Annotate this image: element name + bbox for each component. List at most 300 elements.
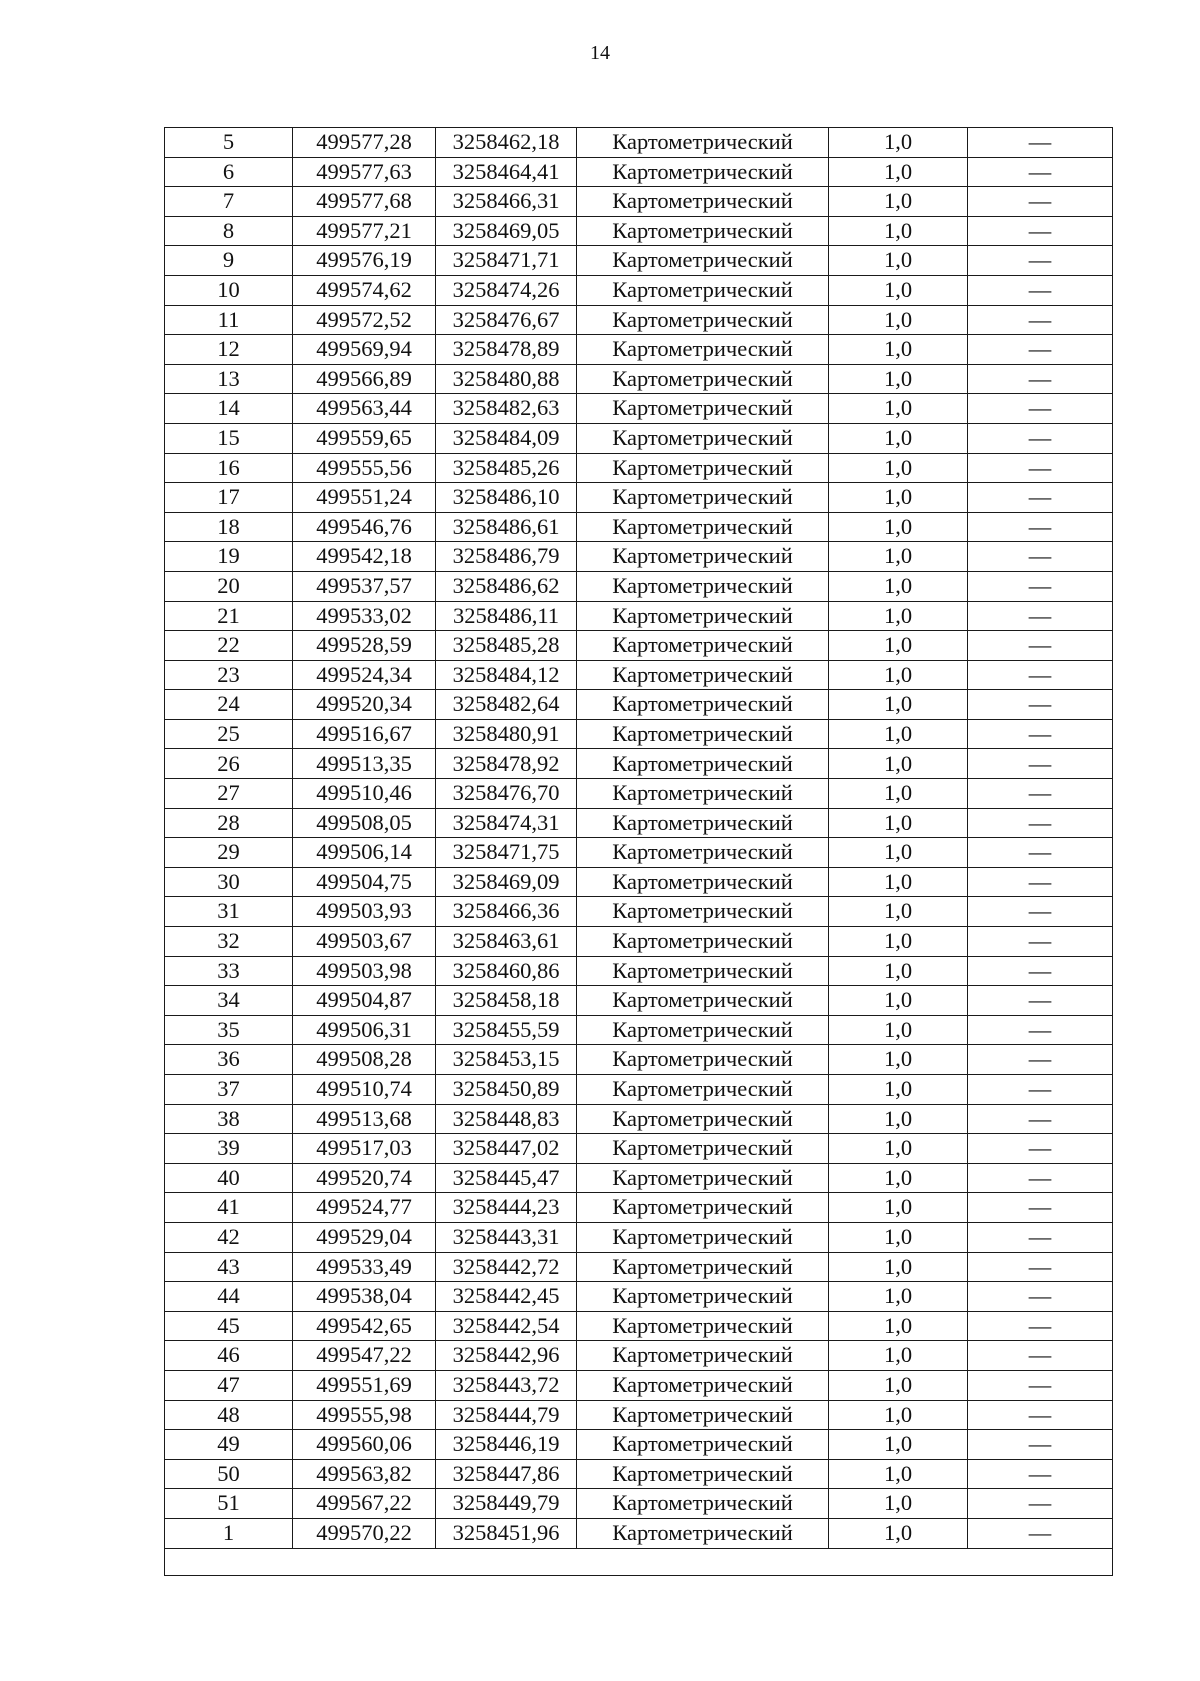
description-cell: — <box>968 1075 1113 1105</box>
table-row <box>165 690 1113 720</box>
description-cell: — <box>968 1134 1113 1164</box>
x-coordinate-cell: 499508,28 <box>293 1045 436 1075</box>
y-coordinate-cell: 3258480,88 <box>436 364 577 394</box>
accuracy-cell: 1,0 <box>829 631 968 661</box>
point-number-cell: 18 <box>165 512 293 542</box>
x-coordinate-cell: 499503,93 <box>293 897 436 927</box>
point-number-cell: 40 <box>165 1163 293 1193</box>
table-row <box>165 631 1113 661</box>
method-cell: Картометрический <box>577 1163 829 1193</box>
point-number-cell: 47 <box>165 1370 293 1400</box>
point-number-cell: 39 <box>165 1134 293 1164</box>
table-row <box>165 956 1113 986</box>
x-coordinate-cell: 499504,87 <box>293 986 436 1016</box>
point-number-cell: 46 <box>165 1341 293 1371</box>
y-coordinate-cell: 3258460,86 <box>436 956 577 986</box>
y-coordinate-cell: 3258450,89 <box>436 1075 577 1105</box>
method-cell: Картометрический <box>577 1193 829 1223</box>
accuracy-cell: 1,0 <box>829 483 968 513</box>
x-coordinate-cell: 499516,67 <box>293 719 436 749</box>
method-cell: Картометрический <box>577 986 829 1016</box>
method-cell: Картометрический <box>577 1222 829 1252</box>
method-cell: Картометрический <box>577 216 829 246</box>
description-cell: — <box>968 187 1113 217</box>
method-cell: Картометрический <box>577 1015 829 1045</box>
table-row <box>165 364 1113 394</box>
accuracy-cell: 1,0 <box>829 364 968 394</box>
y-coordinate-cell: 3258449,79 <box>436 1489 577 1519</box>
point-number-cell: 16 <box>165 453 293 483</box>
point-number-cell: 6 <box>165 157 293 187</box>
accuracy-cell: 1,0 <box>829 1015 968 1045</box>
y-coordinate-cell: 3258464,41 <box>436 157 577 187</box>
point-number-cell: 12 <box>165 335 293 365</box>
table-row <box>165 1400 1113 1430</box>
description-cell: — <box>968 1400 1113 1430</box>
description-cell: — <box>968 779 1113 809</box>
x-coordinate-cell: 499517,03 <box>293 1134 436 1164</box>
accuracy-cell: 1,0 <box>829 571 968 601</box>
accuracy-cell: 1,0 <box>829 1341 968 1371</box>
method-cell: Картометрический <box>577 1370 829 1400</box>
table-row <box>165 897 1113 927</box>
table-row <box>165 1163 1113 1193</box>
table-row <box>165 1193 1113 1223</box>
description-cell: — <box>968 1252 1113 1282</box>
description-cell: — <box>968 275 1113 305</box>
method-cell: Картометрический <box>577 1075 829 1105</box>
point-number-cell: 37 <box>165 1075 293 1105</box>
x-coordinate-cell: 499572,52 <box>293 305 436 335</box>
table-row <box>165 1430 1113 1460</box>
accuracy-cell: 1,0 <box>829 1193 968 1223</box>
description-cell: — <box>968 601 1113 631</box>
accuracy-cell: 1,0 <box>829 1045 968 1075</box>
accuracy-cell: 1,0 <box>829 838 968 868</box>
x-coordinate-cell: 499529,04 <box>293 1222 436 1252</box>
table-row <box>165 128 1113 158</box>
y-coordinate-cell: 3258444,79 <box>436 1400 577 1430</box>
accuracy-cell: 1,0 <box>829 1282 968 1312</box>
table-row <box>165 246 1113 276</box>
description-cell: — <box>968 394 1113 424</box>
point-number-cell: 14 <box>165 394 293 424</box>
y-coordinate-cell: 3258446,19 <box>436 1430 577 1460</box>
x-coordinate-cell: 499560,06 <box>293 1430 436 1460</box>
method-cell: Картометрический <box>577 631 829 661</box>
point-number-cell: 32 <box>165 927 293 957</box>
accuracy-cell: 1,0 <box>829 808 968 838</box>
method-cell: Картометрический <box>577 483 829 513</box>
table-row <box>165 1104 1113 1134</box>
table-row <box>165 867 1113 897</box>
description-cell: — <box>968 246 1113 276</box>
x-coordinate-cell: 499563,82 <box>293 1459 436 1489</box>
accuracy-cell: 1,0 <box>829 1134 968 1164</box>
accuracy-cell: 1,0 <box>829 128 968 158</box>
y-coordinate-cell: 3258486,61 <box>436 512 577 542</box>
y-coordinate-cell: 3258478,89 <box>436 335 577 365</box>
x-coordinate-cell: 499506,31 <box>293 1015 436 1045</box>
table-row <box>165 453 1113 483</box>
method-cell: Картометрический <box>577 719 829 749</box>
y-coordinate-cell: 3258474,31 <box>436 808 577 838</box>
point-number-cell: 13 <box>165 364 293 394</box>
table-row <box>165 187 1113 217</box>
method-cell: Картометрический <box>577 1341 829 1371</box>
table-row <box>165 483 1113 513</box>
x-coordinate-cell: 499566,89 <box>293 364 436 394</box>
y-coordinate-cell: 3258447,86 <box>436 1459 577 1489</box>
method-cell: Картометрический <box>577 927 829 957</box>
y-coordinate-cell: 3258482,63 <box>436 394 577 424</box>
y-coordinate-cell: 3258443,72 <box>436 1370 577 1400</box>
accuracy-cell: 1,0 <box>829 986 968 1016</box>
method-cell: Картометрический <box>577 867 829 897</box>
x-coordinate-cell: 499569,94 <box>293 335 436 365</box>
description-cell: — <box>968 1311 1113 1341</box>
y-coordinate-cell: 3258466,36 <box>436 897 577 927</box>
accuracy-cell: 1,0 <box>829 1311 968 1341</box>
y-coordinate-cell: 3258486,11 <box>436 601 577 631</box>
description-cell: — <box>968 1518 1113 1548</box>
point-number-cell: 7 <box>165 187 293 217</box>
y-coordinate-cell: 3258471,75 <box>436 838 577 868</box>
accuracy-cell: 1,0 <box>829 1518 968 1548</box>
y-coordinate-cell: 3258476,67 <box>436 305 577 335</box>
accuracy-cell: 1,0 <box>829 1163 968 1193</box>
table-row <box>165 335 1113 365</box>
method-cell: Картометрический <box>577 512 829 542</box>
table-row <box>165 157 1113 187</box>
method-cell: Картометрический <box>577 423 829 453</box>
table-row <box>165 1134 1113 1164</box>
method-cell: Картометрический <box>577 335 829 365</box>
x-coordinate-cell: 499576,19 <box>293 246 436 276</box>
point-number-cell: 15 <box>165 423 293 453</box>
description-cell: — <box>968 986 1113 1016</box>
method-cell: Картометрический <box>577 690 829 720</box>
table-row <box>165 1282 1113 1312</box>
x-coordinate-cell: 499528,59 <box>293 631 436 661</box>
x-coordinate-cell: 499513,35 <box>293 749 436 779</box>
method-cell: Картометрический <box>577 364 829 394</box>
accuracy-cell: 1,0 <box>829 453 968 483</box>
y-coordinate-cell: 3258442,96 <box>436 1341 577 1371</box>
y-coordinate-cell: 3258458,18 <box>436 986 577 1016</box>
blank-cell <box>165 1548 1113 1575</box>
x-coordinate-cell: 499508,05 <box>293 808 436 838</box>
point-number-cell: 22 <box>165 631 293 661</box>
method-cell: Картометрический <box>577 660 829 690</box>
x-coordinate-cell: 499570,22 <box>293 1518 436 1548</box>
accuracy-cell: 1,0 <box>829 216 968 246</box>
y-coordinate-cell: 3258442,72 <box>436 1252 577 1282</box>
x-coordinate-cell: 499503,98 <box>293 956 436 986</box>
accuracy-cell: 1,0 <box>829 246 968 276</box>
method-cell: Картометрический <box>577 1104 829 1134</box>
description-cell: — <box>968 1015 1113 1045</box>
y-coordinate-cell: 3258445,47 <box>436 1163 577 1193</box>
table-row <box>165 1045 1113 1075</box>
y-coordinate-cell: 3258485,28 <box>436 631 577 661</box>
accuracy-cell: 1,0 <box>829 779 968 809</box>
accuracy-cell: 1,0 <box>829 423 968 453</box>
table-row <box>165 571 1113 601</box>
description-cell: — <box>968 1489 1113 1519</box>
x-coordinate-cell: 499538,04 <box>293 1282 436 1312</box>
accuracy-cell: 1,0 <box>829 719 968 749</box>
point-number-cell: 23 <box>165 660 293 690</box>
accuracy-cell: 1,0 <box>829 1252 968 1282</box>
table-row <box>165 986 1113 1016</box>
y-coordinate-cell: 3258469,09 <box>436 867 577 897</box>
table-row <box>165 1459 1113 1489</box>
y-coordinate-cell: 3258466,31 <box>436 187 577 217</box>
x-coordinate-cell: 499546,76 <box>293 512 436 542</box>
table-row <box>165 394 1113 424</box>
y-coordinate-cell: 3258444,23 <box>436 1193 577 1223</box>
y-coordinate-cell: 3258476,70 <box>436 779 577 809</box>
table-row <box>165 1370 1113 1400</box>
method-cell: Картометрический <box>577 571 829 601</box>
table-row <box>165 719 1113 749</box>
x-coordinate-cell: 499555,56 <box>293 453 436 483</box>
accuracy-cell: 1,0 <box>829 1222 968 1252</box>
point-number-cell: 1 <box>165 1518 293 1548</box>
description-cell: — <box>968 305 1113 335</box>
point-number-cell: 28 <box>165 808 293 838</box>
description-cell: — <box>968 808 1113 838</box>
table-row <box>165 1489 1113 1519</box>
accuracy-cell: 1,0 <box>829 394 968 424</box>
method-cell: Картометрический <box>577 1252 829 1282</box>
method-cell: Картометрический <box>577 1311 829 1341</box>
y-coordinate-cell: 3258482,64 <box>436 690 577 720</box>
y-coordinate-cell: 3258480,91 <box>436 719 577 749</box>
accuracy-cell: 1,0 <box>829 1370 968 1400</box>
table-row <box>165 1222 1113 1252</box>
accuracy-cell: 1,0 <box>829 1459 968 1489</box>
method-cell: Картометрический <box>577 808 829 838</box>
table-row <box>165 512 1113 542</box>
x-coordinate-cell: 499520,74 <box>293 1163 436 1193</box>
description-cell: — <box>968 453 1113 483</box>
y-coordinate-cell: 3258486,62 <box>436 571 577 601</box>
point-number-cell: 5 <box>165 128 293 158</box>
table-row <box>165 1015 1113 1045</box>
accuracy-cell: 1,0 <box>829 335 968 365</box>
method-cell: Картометрический <box>577 1134 829 1164</box>
table-row <box>165 216 1113 246</box>
point-number-cell: 9 <box>165 246 293 276</box>
y-coordinate-cell: 3258484,09 <box>436 423 577 453</box>
table-row <box>165 275 1113 305</box>
x-coordinate-cell: 499503,67 <box>293 927 436 957</box>
x-coordinate-cell: 499577,21 <box>293 216 436 246</box>
y-coordinate-cell: 3258442,54 <box>436 1311 577 1341</box>
table-blank-row <box>165 1548 1113 1575</box>
x-coordinate-cell: 499542,65 <box>293 1311 436 1341</box>
y-coordinate-cell: 3258442,45 <box>436 1282 577 1312</box>
table-row <box>165 779 1113 809</box>
x-coordinate-cell: 499537,57 <box>293 571 436 601</box>
method-cell: Картометрический <box>577 394 829 424</box>
point-number-cell: 10 <box>165 275 293 305</box>
y-coordinate-cell: 3258453,15 <box>436 1045 577 1075</box>
accuracy-cell: 1,0 <box>829 601 968 631</box>
description-cell: — <box>968 838 1113 868</box>
table-row <box>165 808 1113 838</box>
x-coordinate-cell: 499533,02 <box>293 601 436 631</box>
accuracy-cell: 1,0 <box>829 749 968 779</box>
point-number-cell: 11 <box>165 305 293 335</box>
description-cell: — <box>968 690 1113 720</box>
method-cell: Картометрический <box>577 453 829 483</box>
x-coordinate-cell: 499567,22 <box>293 1489 436 1519</box>
x-coordinate-cell: 499547,22 <box>293 1341 436 1371</box>
x-coordinate-cell: 499524,34 <box>293 660 436 690</box>
x-coordinate-cell: 499510,74 <box>293 1075 436 1105</box>
y-coordinate-cell: 3258469,05 <box>436 216 577 246</box>
point-number-cell: 25 <box>165 719 293 749</box>
description-cell: — <box>968 867 1113 897</box>
method-cell: Картометрический <box>577 246 829 276</box>
description-cell: — <box>968 1222 1113 1252</box>
accuracy-cell: 1,0 <box>829 867 968 897</box>
x-coordinate-cell: 499520,34 <box>293 690 436 720</box>
accuracy-cell: 1,0 <box>829 187 968 217</box>
table-row <box>165 1518 1113 1548</box>
point-number-cell: 43 <box>165 1252 293 1282</box>
method-cell: Картометрический <box>577 1282 829 1312</box>
method-cell: Картометрический <box>577 897 829 927</box>
x-coordinate-cell: 499577,63 <box>293 157 436 187</box>
accuracy-cell: 1,0 <box>829 897 968 927</box>
method-cell: Картометрический <box>577 838 829 868</box>
accuracy-cell: 1,0 <box>829 956 968 986</box>
x-coordinate-cell: 499513,68 <box>293 1104 436 1134</box>
table-row <box>165 1341 1113 1371</box>
y-coordinate-cell: 3258447,02 <box>436 1134 577 1164</box>
description-cell: — <box>968 1104 1113 1134</box>
description-cell: — <box>968 1282 1113 1312</box>
y-coordinate-cell: 3258474,26 <box>436 275 577 305</box>
method-cell: Картометрический <box>577 1489 829 1519</box>
y-coordinate-cell: 3258471,71 <box>436 246 577 276</box>
description-cell: — <box>968 660 1113 690</box>
accuracy-cell: 1,0 <box>829 1400 968 1430</box>
method-cell: Картометрический <box>577 601 829 631</box>
point-number-cell: 48 <box>165 1400 293 1430</box>
description-cell: — <box>968 512 1113 542</box>
description-cell: — <box>968 719 1113 749</box>
y-coordinate-cell: 3258463,61 <box>436 927 577 957</box>
point-number-cell: 19 <box>165 542 293 572</box>
description-cell: — <box>968 483 1113 513</box>
table-row <box>165 838 1113 868</box>
description-cell: — <box>968 927 1113 957</box>
description-cell: — <box>968 1370 1113 1400</box>
accuracy-cell: 1,0 <box>829 1489 968 1519</box>
point-number-cell: 8 <box>165 216 293 246</box>
x-coordinate-cell: 499506,14 <box>293 838 436 868</box>
accuracy-cell: 1,0 <box>829 542 968 572</box>
y-coordinate-cell: 3258478,92 <box>436 749 577 779</box>
point-number-cell: 27 <box>165 779 293 809</box>
y-coordinate-cell: 3258486,10 <box>436 483 577 513</box>
point-number-cell: 35 <box>165 1015 293 1045</box>
method-cell: Картометрический <box>577 779 829 809</box>
accuracy-cell: 1,0 <box>829 660 968 690</box>
table-row <box>165 660 1113 690</box>
accuracy-cell: 1,0 <box>829 275 968 305</box>
description-cell: — <box>968 1193 1113 1223</box>
point-number-cell: 45 <box>165 1311 293 1341</box>
y-coordinate-cell: 3258455,59 <box>436 1015 577 1045</box>
accuracy-cell: 1,0 <box>829 305 968 335</box>
method-cell: Картометрический <box>577 956 829 986</box>
method-cell: Картометрический <box>577 542 829 572</box>
table-row <box>165 927 1113 957</box>
y-coordinate-cell: 3258485,26 <box>436 453 577 483</box>
description-cell: — <box>968 335 1113 365</box>
description-cell: — <box>968 157 1113 187</box>
y-coordinate-cell: 3258484,12 <box>436 660 577 690</box>
description-cell: — <box>968 897 1113 927</box>
accuracy-cell: 1,0 <box>829 1075 968 1105</box>
description-cell: — <box>968 1163 1113 1193</box>
method-cell: Картометрический <box>577 749 829 779</box>
method-cell: Картометрический <box>577 157 829 187</box>
description-cell: — <box>968 216 1113 246</box>
method-cell: Картометрический <box>577 128 829 158</box>
accuracy-cell: 1,0 <box>829 1430 968 1460</box>
x-coordinate-cell: 499542,18 <box>293 542 436 572</box>
x-coordinate-cell: 499551,24 <box>293 483 436 513</box>
point-number-cell: 34 <box>165 986 293 1016</box>
point-number-cell: 44 <box>165 1282 293 1312</box>
method-cell: Картометрический <box>577 1518 829 1548</box>
accuracy-cell: 1,0 <box>829 1104 968 1134</box>
point-number-cell: 50 <box>165 1459 293 1489</box>
point-number-cell: 30 <box>165 867 293 897</box>
method-cell: Картометрический <box>577 305 829 335</box>
table-row <box>165 749 1113 779</box>
x-coordinate-cell: 499551,69 <box>293 1370 436 1400</box>
x-coordinate-cell: 499574,62 <box>293 275 436 305</box>
method-cell: Картометрический <box>577 187 829 217</box>
x-coordinate-cell: 499504,75 <box>293 867 436 897</box>
accuracy-cell: 1,0 <box>829 690 968 720</box>
x-coordinate-cell: 499555,98 <box>293 1400 436 1430</box>
x-coordinate-cell: 499559,65 <box>293 423 436 453</box>
x-coordinate-cell: 499524,77 <box>293 1193 436 1223</box>
table-row <box>165 542 1113 572</box>
point-number-cell: 24 <box>165 690 293 720</box>
point-number-cell: 33 <box>165 956 293 986</box>
description-cell: — <box>968 1341 1113 1371</box>
point-number-cell: 26 <box>165 749 293 779</box>
method-cell: Картометрический <box>577 1400 829 1430</box>
point-number-cell: 42 <box>165 1222 293 1252</box>
method-cell: Картометрический <box>577 1459 829 1489</box>
description-cell: — <box>968 1459 1113 1489</box>
description-cell: — <box>968 423 1113 453</box>
point-number-cell: 21 <box>165 601 293 631</box>
x-coordinate-cell: 499577,68 <box>293 187 436 217</box>
coordinates-table <box>164 127 1113 1576</box>
